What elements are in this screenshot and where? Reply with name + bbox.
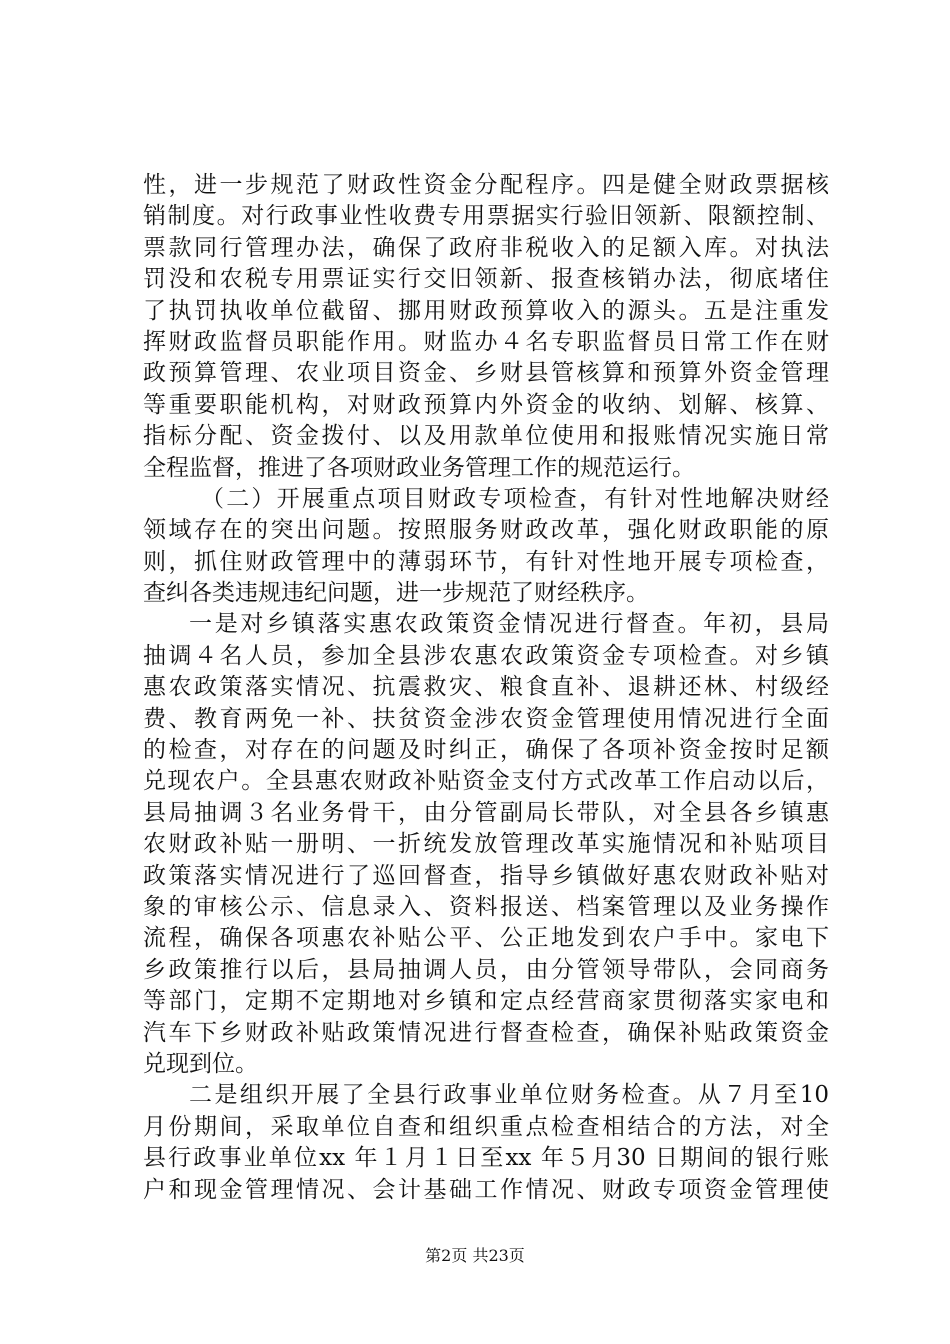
text-line: 销制度。对行政事业性收费专用票据实行验旧领新、限额控制、 [143,203,829,230]
text-line: 流程，确保各项惠农补贴公平、公正地发到农户手中。家电下 [143,925,829,952]
text-line: 县局抽调３名业务骨干，由分管副局长带队，对全县各乡镇惠 [143,799,829,826]
text-line: 了执罚执收单位截留、挪用财政预算收入的源头。五是注重发 [143,297,829,324]
text-line: 等重要职能机构，对财政预算内外资金的收纳、划解、核算、 [143,391,829,418]
text-line: 汽车下乡财政补贴政策情况进行督查检查，确保补贴政策资金 [143,1019,829,1046]
text-line: 县行政事业单位xx 年１月１日至xx 年５月30 日期间的银行账 [143,1145,829,1172]
text-line: 罚没和农税专用票证实行交旧领新、报查核销办法，彻底堵住 [143,266,829,293]
body-text [143,170,829,1206]
text-line: 指标分配、资金拨付、以及用款单位使用和报账情况实施日常 [143,423,829,450]
text-line: 全程监督，推进了各项财政业务管理工作的规范运行。 [143,454,695,481]
text-line: 农财政补贴一册明、一折统发放管理改革实施情况和补贴项目 [143,831,829,858]
text-line: 性，进一步规范了财政性资金分配程序。四是健全财政票据核 [143,172,829,198]
text-line: 挥财政监督员职能作用。财监办４名专职监督员日常工作在财 [143,328,829,355]
page-footer: 第2页 共23页 [425,1246,525,1265]
paragraph-start-line: （二）开展重点项目财政专项检查，有针对性地解决财经 [201,485,829,512]
text-line: 兑现农户。全县惠农财政补贴资金支付方式改革工作启动以后， [143,768,829,795]
text-line: 月份期间，采取单位自查和组织重点检查相结合的方法，对全 [143,1113,829,1140]
text-line: 的检查，对存在的问题及时纠正，确保了各项补资金按时足额 [143,737,829,764]
text-line: 政预算管理、农业项目资金、乡财县管核算和预算外资金管理 [143,360,829,387]
text-line: 政策落实情况进行了巡回督查，指导乡镇做好惠农财政补贴对 [143,862,829,889]
text-line: 费、教育两免一补、扶贫资金涉农资金管理使用情况进行全面 [143,705,829,732]
text-line: 查纠各类违规违纪问题，进一步规范了财经秩序。 [143,580,649,607]
text-line: 象的审核公示、信息录入、资料报送、档案管理以及业务操作 [143,893,829,920]
text-line: 则，抓住财政管理中的薄弱环节，有针对性地开展专项检查， [143,548,829,575]
text-line: 惠农政策落实情况、抗震救灾、粮食直补、退耕还林、村级经 [143,674,829,701]
text-line: 领域存在的突出问题。按照服务财政改革，强化财政职能的原 [143,517,829,544]
text-line: 乡政策推行以后，县局抽调人员，由分管领导带队，会同商务 [143,956,829,983]
text-line: 等部门，定期不定期地对乡镇和定点经营商家贯彻落实家电和 [143,988,829,1015]
text-line: 票款同行管理办法，确保了政府非税收入的足额入库。对执法 [143,234,829,261]
paragraph-start-line: 一是对乡镇落实惠农政策资金情况进行督查。年初，县局 [189,611,829,638]
text-line: 兑现到位。 [143,1050,258,1077]
paragraph-start-line: 二是组织开展了全县行政事业单位财务检查。从７月至10 [189,1082,829,1109]
text-line: 户和现金管理情况、会计基础工作情况、财政专项资金管理使 [143,1176,829,1203]
text-line: 抽调４名人员，参加全县涉农惠农政策资金专项检查。对乡镇 [143,642,829,669]
